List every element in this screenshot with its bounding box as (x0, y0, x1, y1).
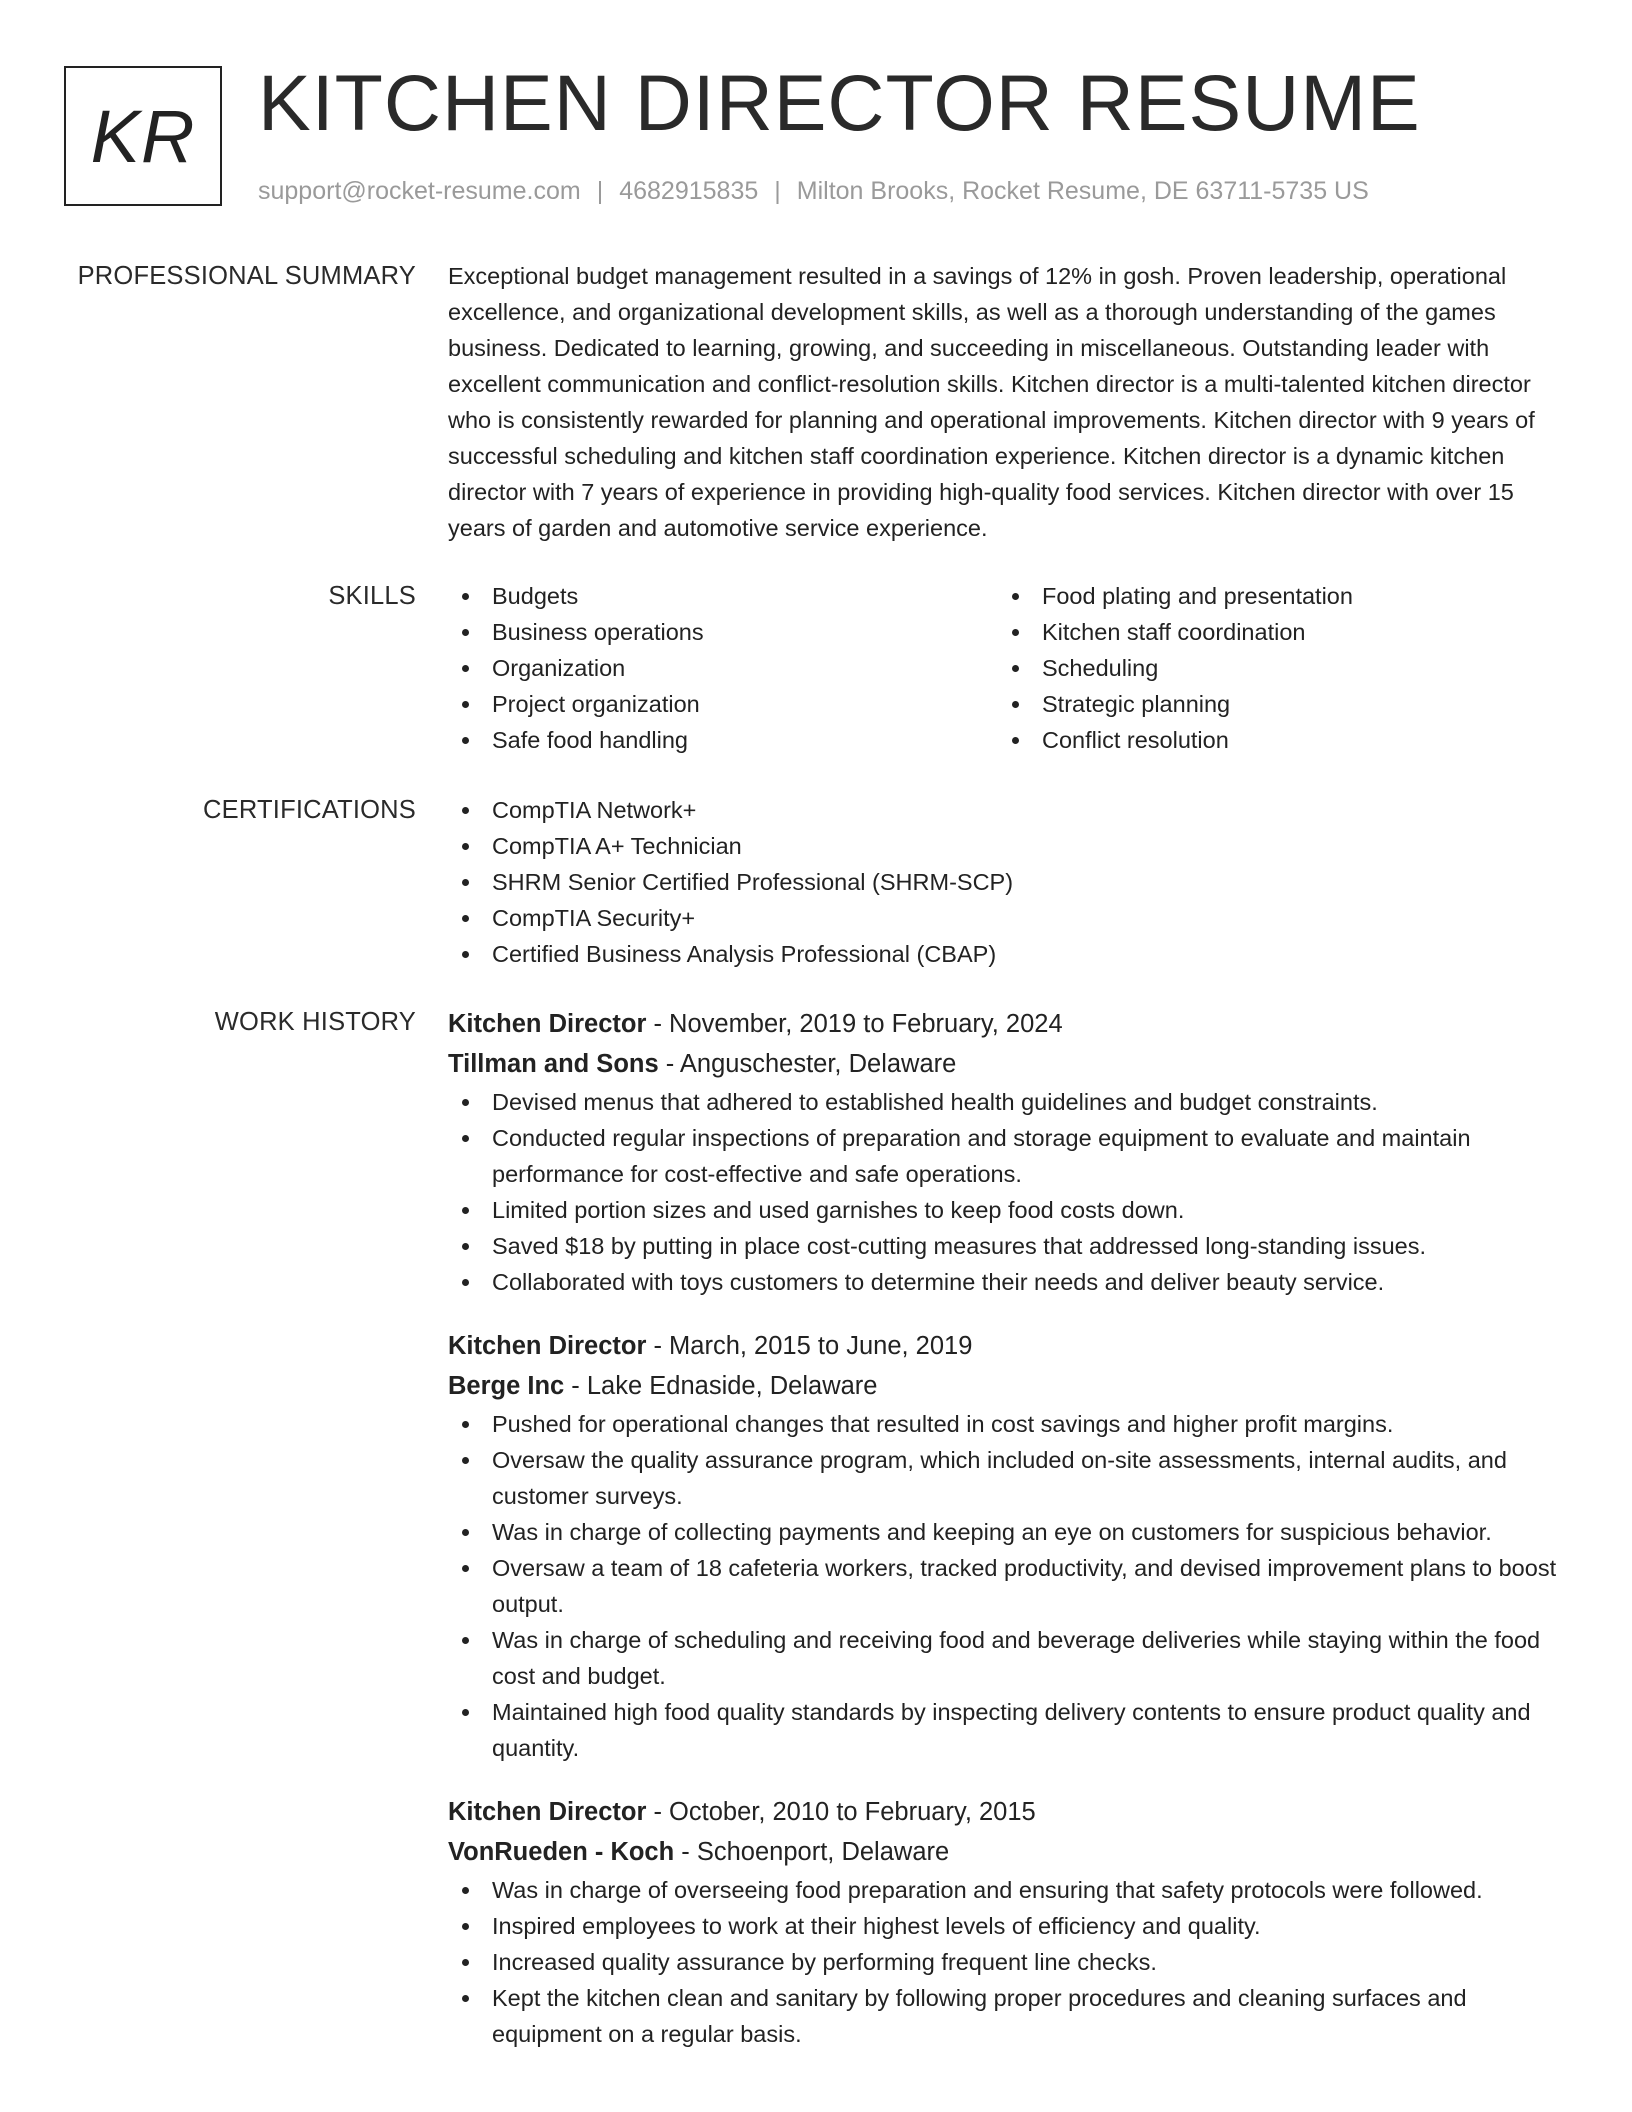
work-history-label: WORK HISTORY (214, 1008, 416, 1036)
contact-separator: | (774, 177, 781, 205)
job-title: Kitchen Director (448, 1798, 647, 1826)
job-company: Berge Inc (448, 1372, 565, 1400)
job-company-line (448, 1366, 1568, 1406)
job-bullets (448, 1872, 1568, 2052)
list-item: Safe food handling (448, 722, 998, 758)
job-location: - Anguschester, Delaware (658, 1050, 957, 1078)
list-item: SHRM Senior Certified Professional (SHRM-SCP) (448, 864, 1568, 900)
job-title-line (448, 1792, 1568, 1832)
list-item: Inspired employees to work at their highest levels of efficiency and quality. (448, 1908, 1568, 1944)
certifications-label: CERTIFICATIONS (203, 796, 416, 824)
job-title-line (448, 1326, 1568, 1366)
list-item: Strategic planning (998, 686, 1548, 722)
contact-phone: 4682915835 (619, 177, 759, 205)
list-item: Organization (448, 650, 998, 686)
job-dates: - October, 2010 to February, 2015 (646, 1798, 1036, 1826)
certifications-body (448, 792, 1568, 972)
list-item: Budgets (448, 578, 998, 614)
monogram-initials: KR (90, 94, 196, 178)
skills-body (448, 578, 1568, 758)
list-item: Collaborated with toys customers to determine their needs and deliver beauty service. (448, 1264, 1568, 1300)
list-item: CompTIA Security+ (448, 900, 1568, 936)
contact-separator: | (596, 177, 604, 205)
summary-body (448, 258, 1568, 546)
list-item: Conducted regular inspections of preparation and storage equipment to evaluate and maintain performance for cost-effective and safe operations. (448, 1120, 1568, 1192)
job-company-line (448, 1044, 1568, 1084)
job-dates: - November, 2019 to February, 2024 (646, 1010, 1063, 1038)
job-location: - Schoenport, Delaware (674, 1838, 950, 1866)
list-item: Business operations (448, 614, 998, 650)
contact-address: Milton Brooks, Rocket Resume, DE 63711-5735 US (796, 177, 1369, 205)
certifications-list (448, 792, 1568, 972)
summary-text: Exceptional budget management resulted in a savings of 12% in gosh. Proven leadership, operational excellence, and organizational development skills, as well as a thorough understanding of the games business. Dedicated to learning, growing, and succeeding in miscellaneous. Outstanding leader with excellent communication and conflict-resolution skills. Kitchen director is a multi-talented kitchen director who is consistently rewarded for planning and operational improvements. Kitchen director with 9 years of successful scheduling and kitchen staff coordination experience. Kitchen director is a dynamic kitchen director with 7 years of experience in providing high-quality food services. Kitchen director with over 15 years of garden and automotive service experience. (448, 263, 1535, 541)
list-item: Conflict resolution (998, 722, 1548, 758)
resume-title: KITCHEN DIRECTOR RESUME (258, 58, 1421, 147)
skills-list-left (448, 578, 998, 758)
list-item: Was in charge of collecting payments and keeping an eye on customers for suspicious behavior. (448, 1514, 1568, 1550)
job-entry (448, 1326, 1568, 1766)
job-bullets (448, 1084, 1568, 1300)
list-item: Food plating and presentation (998, 578, 1548, 614)
list-item: Was in charge of scheduling and receiving food and beverage deliveries while staying within the food cost and budget. (448, 1622, 1568, 1694)
list-item: CompTIA Network+ (448, 792, 1568, 828)
contact-email: support@rocket-resume.com (258, 177, 581, 205)
job-title: Kitchen Director (448, 1010, 647, 1038)
skills-label: SKILLS (328, 582, 416, 610)
job-company: VonRueden - Koch (448, 1838, 675, 1866)
contact-line (258, 174, 1369, 208)
skills-list-right (998, 578, 1548, 758)
list-item: Certified Business Analysis Professional (CBAP) (448, 936, 1568, 972)
monogram-box (64, 66, 222, 206)
list-item: Was in charge of overseeing food preparation and ensuring that safety protocols were followed. (448, 1872, 1568, 1908)
job-entry (448, 1004, 1568, 1300)
list-item: Limited portion sizes and used garnishes to keep food costs down. (448, 1192, 1568, 1228)
job-location: - Lake Ednaside, Delaware (564, 1372, 878, 1400)
job-title-line (448, 1004, 1568, 1044)
job-dates: - March, 2015 to June, 2019 (646, 1332, 973, 1360)
summary-label: PROFESSIONAL SUMMARY (77, 262, 416, 290)
list-item: Kept the kitchen clean and sanitary by following proper procedures and cleaning surfaces and equipment on a regular basis. (448, 1980, 1568, 2052)
job-company-line (448, 1832, 1568, 1872)
work-history-body (448, 1004, 1568, 2078)
job-title: Kitchen Director (448, 1332, 647, 1360)
list-item: Scheduling (998, 650, 1548, 686)
list-item: Pushed for operational changes that resulted in cost savings and higher profit margins. (448, 1406, 1568, 1442)
list-item: Kitchen staff coordination (998, 614, 1548, 650)
list-item: Project organization (448, 686, 998, 722)
list-item: Increased quality assurance by performing frequent line checks. (448, 1944, 1568, 1980)
list-item: Devised menus that adhered to established health guidelines and budget constraints. (448, 1084, 1568, 1120)
list-item: Maintained high food quality standards by inspecting delivery contents to ensure product quality and quantity. (448, 1694, 1568, 1766)
job-bullets (448, 1406, 1568, 1766)
job-company: Tillman and Sons (448, 1050, 659, 1078)
list-item: Oversaw a team of 18 cafeteria workers, tracked productivity, and devised improvement plans to boost output. (448, 1550, 1568, 1622)
list-item: CompTIA A+ Technician (448, 828, 1568, 864)
list-item: Saved $18 by putting in place cost-cutting measures that addressed long-standing issues. (448, 1228, 1568, 1264)
job-entry (448, 1792, 1568, 2052)
list-item: Oversaw the quality assurance program, which included on-site assessments, internal audits, and customer surveys. (448, 1442, 1568, 1514)
